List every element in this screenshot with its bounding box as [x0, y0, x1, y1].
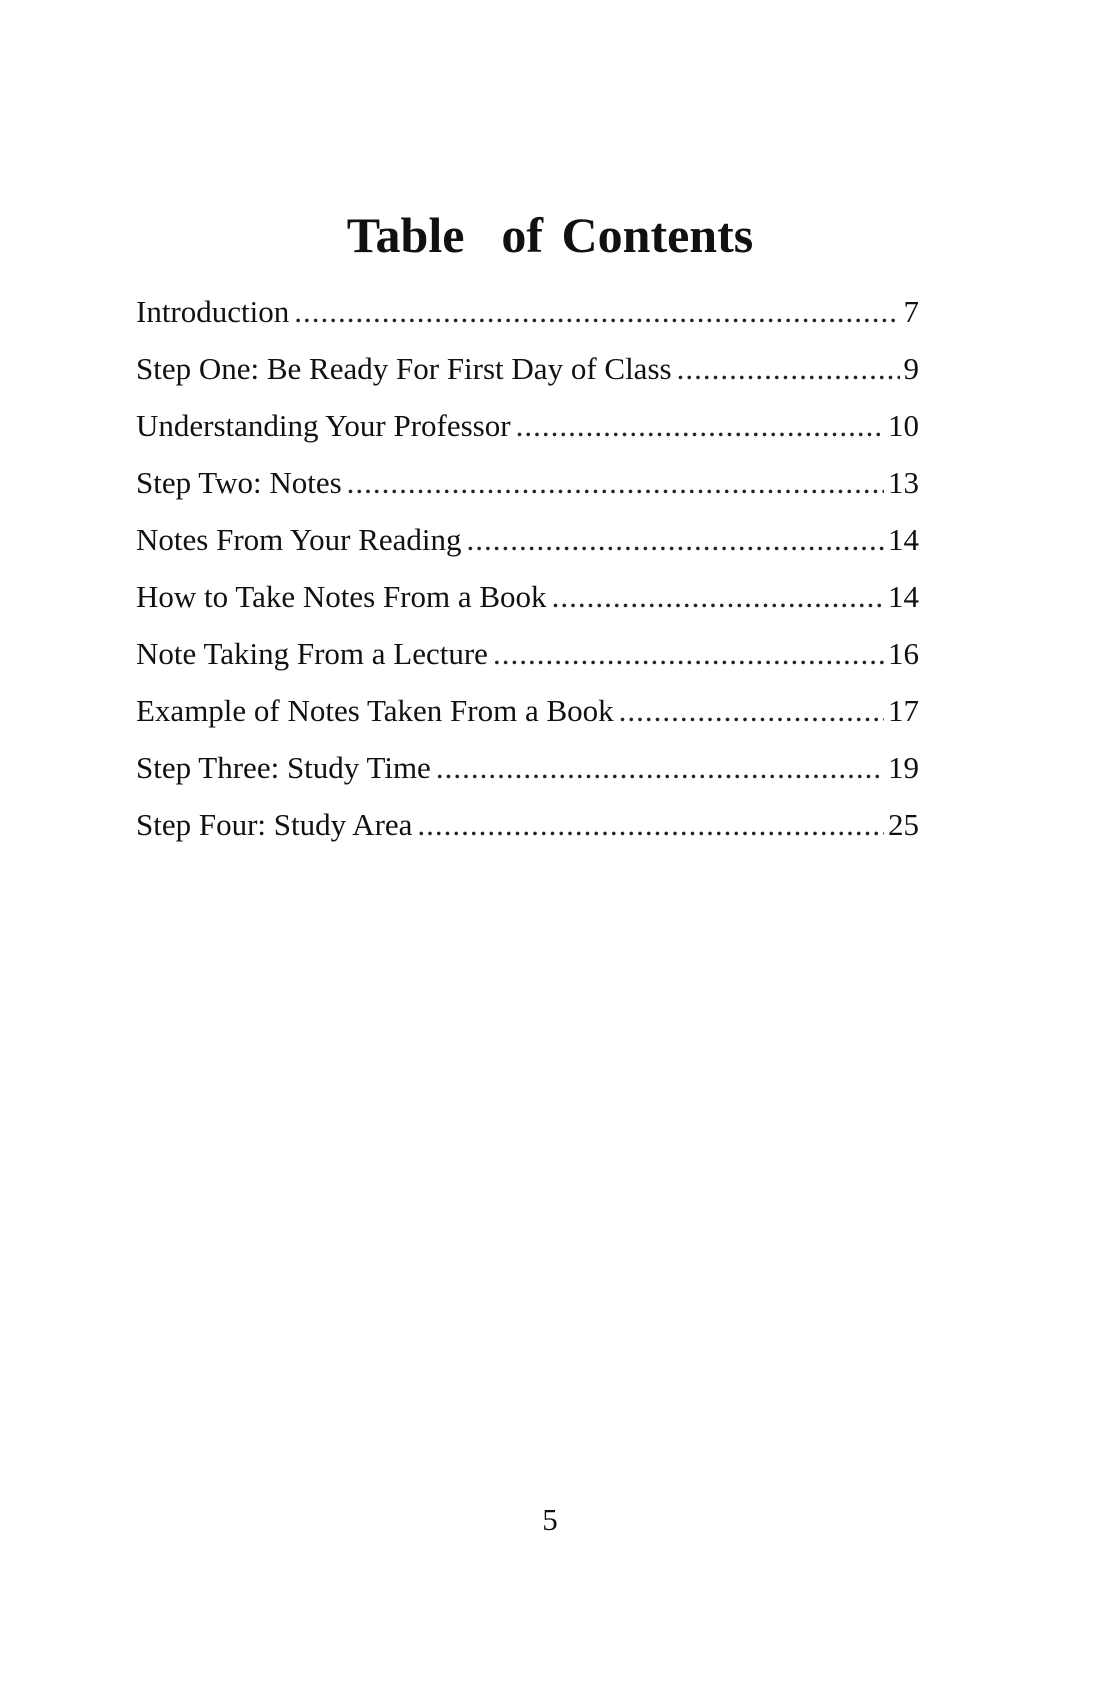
toc-entry-page: 7 — [903, 294, 919, 329]
toc-entry — [136, 748, 919, 805]
toc-entry — [136, 349, 919, 406]
toc-entry-page: 25 — [888, 807, 919, 842]
toc-dot-leader — [552, 577, 884, 617]
toc-entry — [136, 463, 919, 520]
toc-entry — [136, 805, 919, 862]
toc-entry-page: 9 — [903, 351, 919, 386]
page-number: 5 — [542, 1502, 558, 1537]
toc-entry-page: 14 — [888, 579, 919, 614]
toc-entry-title: Step Three: Study Time — [136, 750, 431, 785]
toc-entry-page: 16 — [888, 636, 919, 671]
toc-entry-title: Notes From Your Reading — [136, 522, 462, 557]
toc-entry-title: Step Two: Notes — [136, 465, 342, 500]
toc-entry-page: 13 — [888, 465, 919, 500]
toc-entry — [136, 577, 919, 634]
toc-entry-page: 10 — [888, 408, 919, 443]
toc-entry-title: Step Four: Study Area — [136, 807, 413, 842]
toc-dot-leader — [677, 349, 900, 389]
toc-dot-leader — [516, 406, 884, 446]
toc-entry-title: Understanding Your Professor — [136, 408, 511, 443]
toc-entry — [136, 634, 919, 691]
toc-entry-title: Example of Notes Taken From a Book — [136, 693, 614, 728]
toc-dot-leader — [619, 691, 884, 731]
toc-entry-title: How to Take Notes From a Book — [136, 579, 547, 614]
toc-title: Table of Contents — [346, 207, 754, 263]
toc-entry-page: 14 — [888, 522, 919, 557]
toc-entry — [136, 520, 919, 577]
toc-list — [136, 292, 919, 862]
toc-entry-page: 17 — [888, 693, 919, 728]
toc-entry-title: Introduction — [136, 294, 290, 329]
toc-dot-leader — [467, 520, 884, 560]
toc-dot-leader — [347, 463, 884, 503]
toc-entry — [136, 406, 919, 463]
toc-entry-page: 19 — [888, 750, 919, 785]
toc-dot-leader — [493, 634, 884, 674]
toc-dot-leader — [294, 292, 899, 332]
toc-entry — [136, 292, 919, 349]
toc-entry-title: Step One: Be Ready For First Day of Class — [136, 351, 672, 386]
toc-entry-title: Note Taking From a Lecture — [136, 636, 488, 671]
toc-dot-leader — [417, 805, 884, 845]
toc-entry — [136, 691, 919, 748]
toc-dot-leader — [436, 748, 884, 788]
